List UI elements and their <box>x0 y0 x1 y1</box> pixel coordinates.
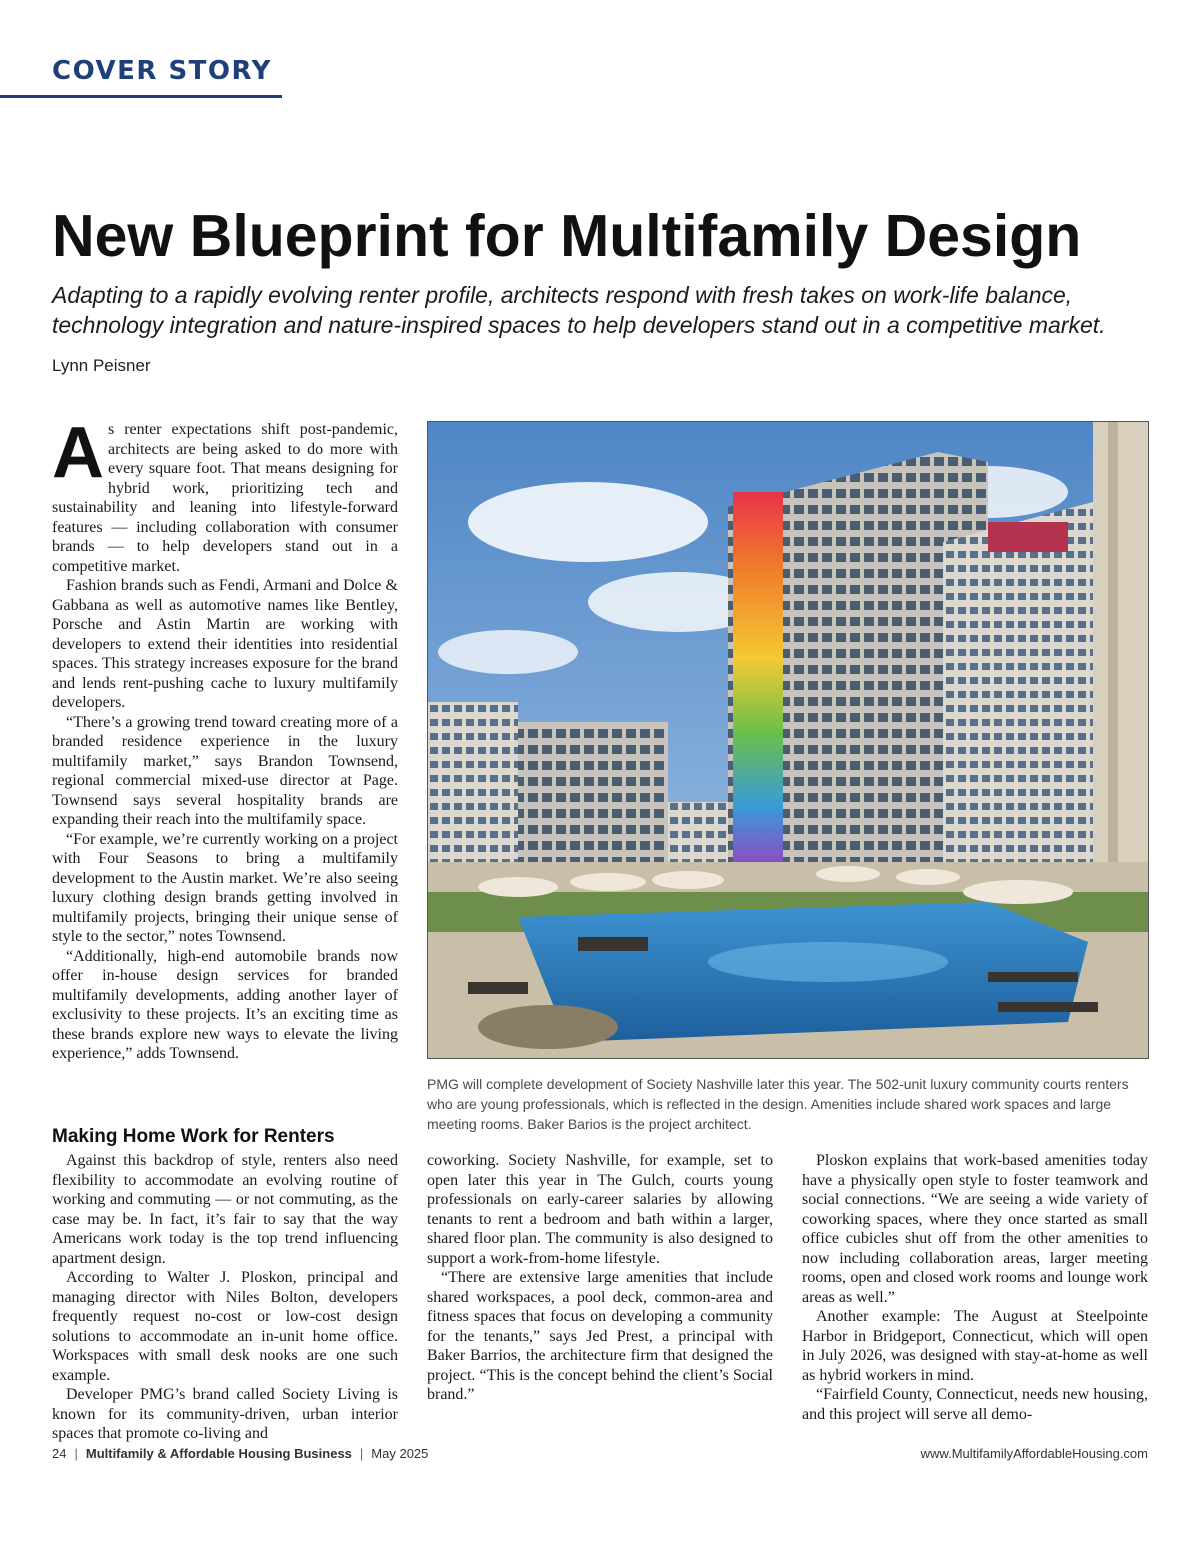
intro-paragraph-5: “Additionally, high-end automobile brands now offer in-house design services for branded multifamily developments, adding another layer of exclusivity to these projects. It’s an exciting time as these brands explore new ways to elevate the living experience,” adds Townsend. <box>52 947 398 1062</box>
body-column-3 <box>802 1151 1148 1424</box>
body-paragraph: Ploskon explains that work-based amenities today have a physically open style to foster teamwork and social connections. “We are seeing a wide variety of coworking spaces, where they once started as small office cubicles shut off from the other amenities to now including collaboration areas, larger meeting rooms, open and closed work rooms and lounge work areas as well.” <box>802 1152 1148 1306</box>
intro-column <box>52 413 398 1064</box>
section-rule <box>0 95 282 98</box>
issue-date: May 2025 <box>371 1446 429 1461</box>
pool-courtyard-rendering <box>428 422 1149 1059</box>
body-paragraph: “Fairfield County, Connecticut, needs new housing, and this project will serve all demo- <box>802 1386 1148 1423</box>
body-column-2 <box>427 1151 773 1405</box>
intro-paragraph-1: As renter expectations shift post-pandemic, architects are being asked to do more with every square foot. That means designing for hybrid work, prioritizing tech and sustainability and leaning into lifestyle-forward features — including collaboration with consumer brands — to help developers stand out in a competitive market. <box>52 413 398 575</box>
body-paragraph: “There are extensive large amenities that include shared workspaces, a pool deck, common-area and fitness spaces that focus on developing a community for the tenants,” says Jed Prest, a principal with Baker Barrios, the architecture firm that designed the project. “This is the concept behind the client’s Social brand.” <box>427 1269 773 1403</box>
publication-name: Multifamily & Affordable Housing Business <box>85 1446 352 1461</box>
photo-caption: PMG will complete development of Society Nashville later this year. The 502-unit luxury community courts renters who are young professionals, which is reflected in the design. Amenities include shared work spaces and large meeting rooms. Baker Barios is the project architect. <box>427 1076 1129 1132</box>
section-subhead: Making Home Work for Renters <box>52 1126 335 1147</box>
body-paragraph: Another example: The August at Steelpointe Harbor in Bridgeport, Connecticut, which will open in July 2026, was designed with stay-at-home as well as hybrid workers in mind. <box>802 1308 1148 1384</box>
intro-paragraph-2: Fashion brands such as Fendi, Armani and Dolce & Gabbana as well as automotive names like Bentley, Porsche and Astin Martin are working with developers to extend their identities into residential spaces. This strategy increases exposure for the brand and lends rent-pushing cache to luxury multifamily developers. <box>52 577 398 711</box>
intro-paragraph-3: “There’s a growing trend toward creating more of a branded residence experience in the luxury multifamily market,” says Brandon Townsend, regional commercial mixed-use director at Page. Townsend says several hospitality brands are expanding their reach into the multifamily space. <box>52 713 398 828</box>
body-paragraph: According to Walter J. Ploskon, principal and managing director with Niles Bolton, developers frequently request no-cost or low-cost design solutions to accommodate an in-unit home office. Workspaces with small desk nooks are one such example. <box>52 1269 398 1384</box>
feature-photo <box>427 421 1149 1059</box>
body-paragraph: Against this backdrop of style, renters also need flexibility to accommodate an evolving routine of working and commuting — or not commuting, as the case may be. In fact, it’s fair to say that the way Americans work today is the top trend influencing apartment design. <box>52 1152 398 1267</box>
page-footer-left <box>52 1446 428 1461</box>
footer-separator: | <box>359 1446 364 1461</box>
article-deck: Adapting to a rapidly evolving renter profile, architects respond with fresh takes on work-life balance, technology integration and nature-inspired spaces to help developers stand out in a competitive market. <box>52 282 1106 338</box>
byline: Lynn Peisner <box>52 356 151 375</box>
section-label: COVER STORY <box>52 56 272 86</box>
article-headline: New Blueprint for Multifamily Design <box>52 203 1082 269</box>
body-column-1 <box>52 1151 398 1444</box>
body-paragraph: coworking. Society Nashville, for example, set to open later this year in The Gulch, courts young professionals on early-career salaries by allowing tenants to rent a bedroom and bath within a larger, shared floor plan. The community is also designed to support a work-from-home lifestyle. <box>427 1152 773 1267</box>
page-number: 24 <box>52 1446 67 1461</box>
footer-separator: | <box>74 1446 78 1461</box>
body-paragraph: Developer PMG’s brand called Society Living is known for its community-driven, urban interior spaces that promote co-living and <box>52 1386 398 1442</box>
website-link[interactable]: www.MultifamilyAffordableHousing.com <box>920 1446 1148 1461</box>
intro-paragraph-4: “For example, we’re currently working on a project with Four Seasons to bring a multifamily development to the Austin market. We’re also seeing luxury clothing design brands getting involved in multifamily projects, bringing their unique sense of style to the sector,” notes Townsend. <box>52 830 398 945</box>
drop-cap: A <box>52 413 104 493</box>
